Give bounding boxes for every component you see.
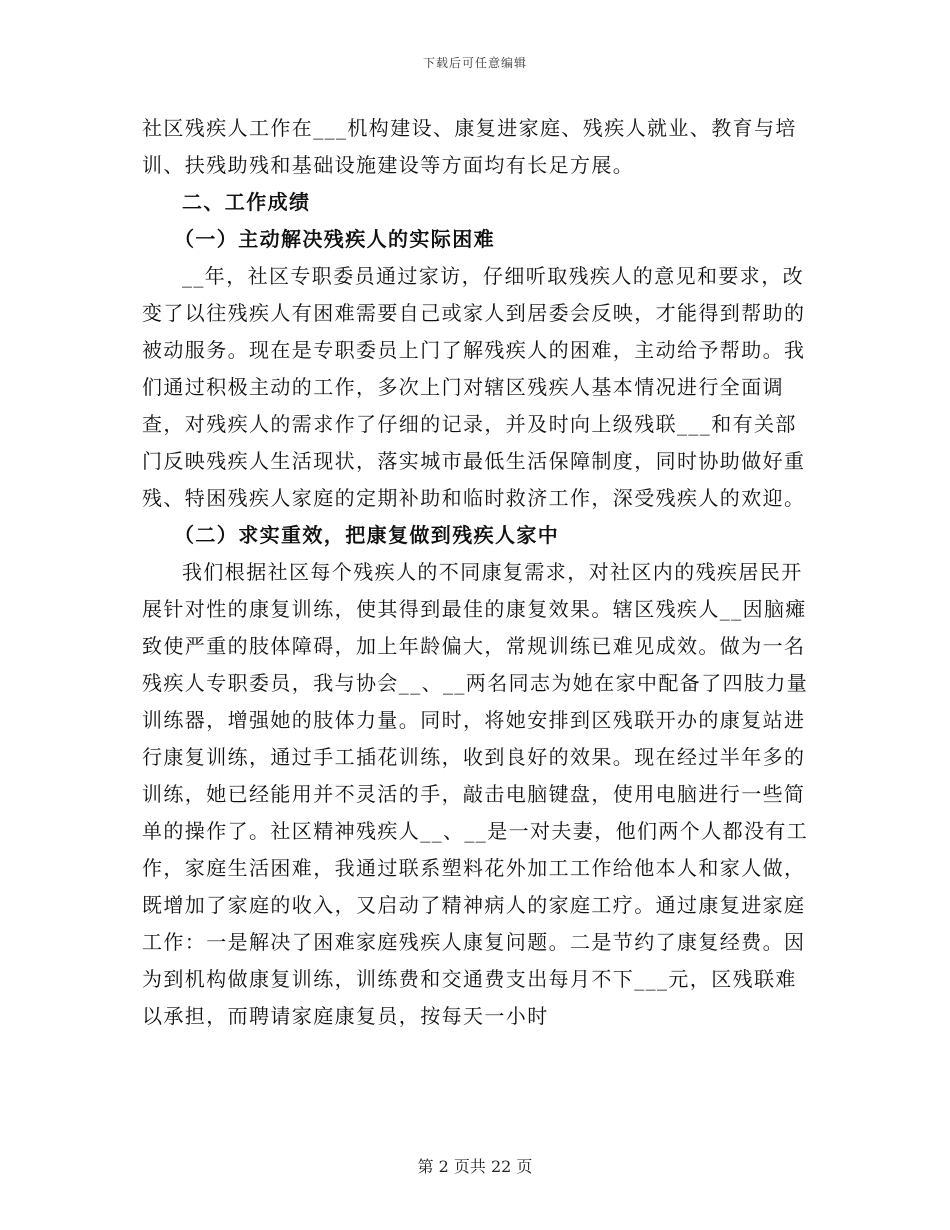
subsection-heading-1: （一）主动解决残疾人的实际困难 xyxy=(174,227,495,251)
document-body xyxy=(142,110,810,1035)
page-header-note: 下载后可任意编辑 xyxy=(422,56,527,70)
section-heading-work-results: 二、工作成绩 xyxy=(182,190,311,214)
paragraph-rehabilitation: 我们根据社区每个残疾人的不同康复需求，对社区内的残疾居民开展针对性的康复训练，使其得到最佳的康复效果。辖区残疾人__因脑瘫致使严重的肢体障碍，加上年龄偏大，常规训练已难见成效。做为一名残疾人专职委员，我与协会__、__两名同志为她在家中配备了四肢力量训练器，增强她的肢体力量。同时，将她安排到区残联开办的康复站进行康复训练，通过手工插花训练，收到良好的效果。现在经过半年多的训练，她已经能用并不灵活的手，敲击电脑键盘，使用电脑进行一些简单的操作了。社区精神残疾人__、__是一对夫妻，他们两个人都没有工作，家庭生活困难，我通过联系塑料花外加工工作给他本人和家人做，既增加了家庭的收入，又启动了精神病人的家庭工疗。通过康复进家庭工作：一是解决了困难家庭残疾人康复问题。二是节约了康复经费。因为到机构做康复训练，训练费和交通费支出每月不下___元，区残联难以承担，而聘请家庭康复员，按每天一小时 xyxy=(142,560,809,1028)
subsection-heading-2: （二）求实重效，把康复做到残疾人家中 xyxy=(174,523,560,547)
paragraph-home-visits: __年，社区专职委员通过家访，仔细听取残疾人的意见和要求，改变了以往残疾人有困难需要自己或家人到居委会反映，才能得到帮助的被动服务。现在是专职委员上门了解残疾人的困难，主动给予帮助。我们通过积极主动的工作，多次上门对辖区残疾人基本情况进行全面调查，对残疾人的需求作了仔细的记录，并及时向上级残联___和有关部门反映残疾人生活现状，落实城市最低生活保障制度，同时协助做好重残、特困残疾人家庭的定期补助和临时救济工作，深受残疾人的欢迎。 xyxy=(142,264,806,510)
paragraph-intro: 社区残疾人工作在___机构建设、康复进家庭、残疾人就业、教育与培训、扶残助残和基础设施建设等方面均有长足方展。 xyxy=(142,116,797,177)
page-number-footer: 第 2 页共 22 页 xyxy=(417,1157,533,1176)
